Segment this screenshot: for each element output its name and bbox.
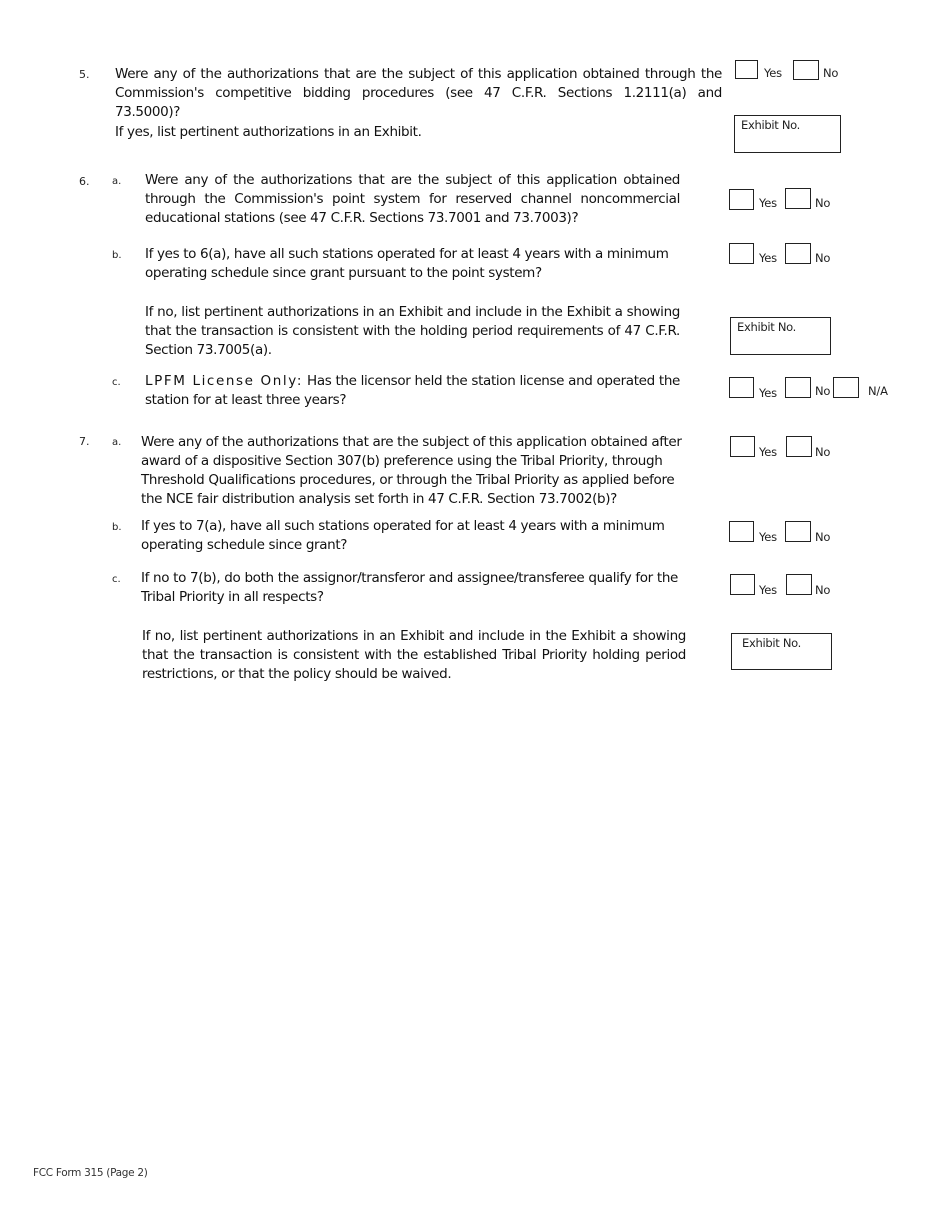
q5-exhibit-label: Exhibit No. xyxy=(741,118,801,132)
q5-yes-label: Yes xyxy=(764,66,782,80)
q7-number: 7. xyxy=(79,435,90,448)
q7b-letter: b. xyxy=(112,522,122,533)
q6c-no-checkbox[interactable] xyxy=(785,377,811,398)
q6c-na-checkbox[interactable] xyxy=(833,377,859,398)
q7a-no-checkbox[interactable] xyxy=(786,436,812,457)
q6c-text xyxy=(145,372,680,410)
q6a-yes-checkbox[interactable] xyxy=(729,189,754,210)
q5-yes-checkbox[interactable] xyxy=(735,60,758,79)
q7b-yes-label: Yes xyxy=(759,530,777,544)
q5-no-label: No xyxy=(823,66,839,80)
q7b-no-checkbox[interactable] xyxy=(785,521,811,542)
q6b-text: If yes to 6(a), have all such stations operated for at least 4 years with a minimum operating schedule since grant pursuant to the point system? xyxy=(145,246,669,281)
q7a-letter: a. xyxy=(112,437,122,448)
q6-number: 6. xyxy=(79,175,90,188)
q6c-na-label: N/A xyxy=(868,384,888,398)
q7b-text: If yes to 7(a), have all such stations operated for at least 4 years with a minimum operating schedule since grant? xyxy=(141,518,665,553)
q7b-yes-checkbox[interactable] xyxy=(729,521,754,542)
q6a-letter: a. xyxy=(112,176,122,187)
q7a-yes-checkbox[interactable] xyxy=(730,436,755,457)
q6c-yes-checkbox[interactable] xyxy=(729,377,754,398)
q6c-no-label: No xyxy=(815,384,831,398)
q6b-followup: If no, list pertinent authorizations in an Exhibit and include in the Exhibit a showing that the transaction is consistent with the holding period requirements of 47 C.F.R. Section 73.7005(a). xyxy=(145,304,680,358)
q6b-exhibit-label: Exhibit No. xyxy=(737,320,797,334)
q6a-no-checkbox[interactable] xyxy=(785,188,811,209)
q6b-no-checkbox[interactable] xyxy=(785,243,811,264)
q6c-yes-label: Yes xyxy=(759,386,777,400)
q5-number: 5. xyxy=(79,68,90,81)
q6c-letter: c. xyxy=(112,377,121,388)
page-footer: FCC Form 315 (Page 2) xyxy=(33,1167,148,1179)
q5-no-checkbox[interactable] xyxy=(793,60,819,80)
q6b-letter: b. xyxy=(112,250,122,261)
q7c-letter: c. xyxy=(112,574,121,585)
q7c-text: If no to 7(b), do both the assignor/transferor and assignee/transferee qualify for the Tribal Priority in all respects? xyxy=(141,570,678,605)
q6b-exhibit-field[interactable] xyxy=(730,317,831,355)
q7c-no-checkbox[interactable] xyxy=(786,574,812,595)
q7b-no-label: No xyxy=(815,530,831,544)
q6b-no-label: No xyxy=(815,251,831,265)
q6c-question: Has the licensor held the station license and operated the station for at least three years? xyxy=(145,373,680,408)
q7c-yes-checkbox[interactable] xyxy=(730,574,755,595)
q7a-no-label: No xyxy=(815,445,831,459)
q5-followup: If yes, list pertinent authorizations in an Exhibit. xyxy=(115,124,422,140)
q7a-text: Were any of the authorizations that are the subject of this application obtained after award of a dispositive Section 307(b) preference using the Tribal Priority, through Threshold Qualifications procedures, or through the Tribal Priority as applied before the NCE fair distribution analysis set forth in 47 C.F.R. Section 73.7002(b)? xyxy=(141,434,682,507)
q6c-lpfm-lead: LPFM License Only: xyxy=(145,373,304,389)
q6b-yes-checkbox[interactable] xyxy=(729,243,754,264)
q7c-exhibit-field[interactable] xyxy=(731,633,832,670)
q6a-text: Were any of the authorizations that are the subject of this application obtained through the Commission's point system for reserved channel noncommercial educational stations (see 47 C.F.R. Sections 73.7001 and 73.7003)? xyxy=(145,172,680,226)
q7c-no-label: No xyxy=(815,583,831,597)
q5-text: Were any of the authorizations that are the subject of this application obtained through the Commission's competitive bidding procedures (see 47 C.F.R. Sections 1.2111(a) and 73.5000)? xyxy=(115,66,722,120)
q7c-followup: If no, list pertinent authorizations in an Exhibit and include in the Exhibit a showing that the transaction is consistent with the established Tribal Priority holding period restrictions, or that the policy should be waived. xyxy=(142,628,686,682)
q6a-no-label: No xyxy=(815,196,831,210)
q7a-yes-label: Yes xyxy=(759,445,777,459)
q6b-yes-label: Yes xyxy=(759,251,777,265)
q7c-exhibit-label: Exhibit No. xyxy=(742,636,802,650)
q5-exhibit-field[interactable] xyxy=(734,115,841,153)
q7c-yes-label: Yes xyxy=(759,583,777,597)
q6a-yes-label: Yes xyxy=(759,196,777,210)
